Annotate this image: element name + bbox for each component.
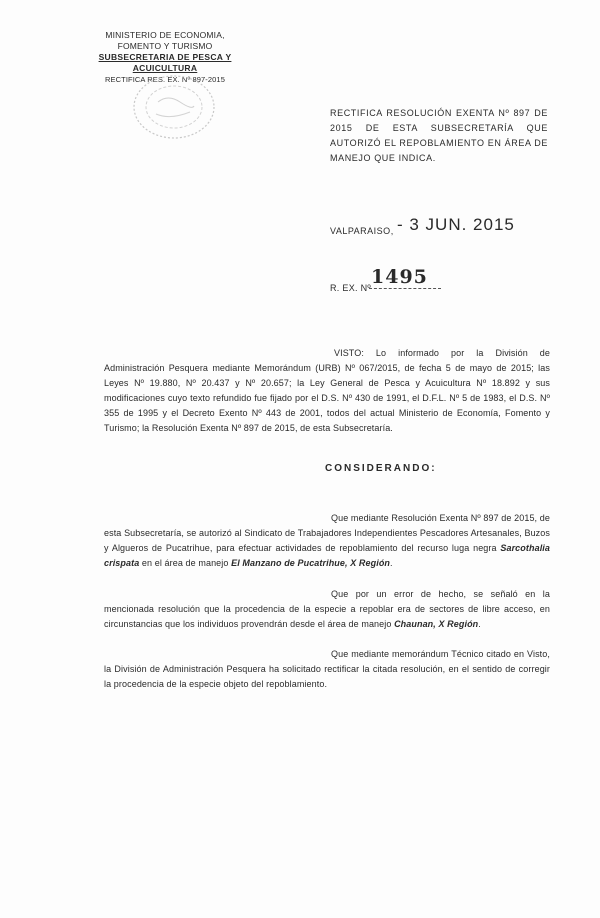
reference-line: RECTIFICA RES. EX. Nº 897-2015 [105,75,225,84]
considerando-paragraph-2 [104,587,550,632]
ministry-line-1: MINISTERIO DE ECONOMIA, [105,30,225,40]
species-name: Sarcothalia crispata [104,543,550,568]
city: VALPARAISO, [330,226,394,236]
considerando-heading: CONSIDERANDO: [325,463,437,474]
p2-text-a: Que por un error de hecho, se señaló en la mencionada resolución que la procedencia de la especie a repoblar era de sectores de libre acceso, en circunstancias que los individuos provendrán desde el área de manejo [104,589,550,629]
visto-paragraph: VISTO: Lo informado por la División de Administración Pesquera mediante Memorándum (URB) Nº 067/2015, de fecha 5 de mayo de 2015; las Leyes Nº 19.880, Nº 20.437 y Nº 20.657; la Ley General de Pesca y Acuicultura Nº 18.892 y sus modificaciones cuyo texto refundido fue fijado por el D.S. Nº 430 de 1991, el D.F.L. Nº 5 de 1983, el D.S. Nº 355 de 1995 y el Decreto Exento Nº 443 de 2001, todos del actual Ministerio de Economía, Fomento y Turismo; la Resolución Exenta Nº 897 de 2015, de esta Subsecretaría. [104,348,550,433]
resolution-title: RECTIFICA RESOLUCIÓN EXENTA Nº 897 DE 2015 DE ESTA SUBSECRETARÍA QUE AUTORIZÓ EL REPOBLAMIENTO EN ÁREA DE MANEJO QUE INDICA. [330,108,548,163]
date-stamp: - 3 JUN. 2015 [397,215,515,234]
official-seal-stamp-icon [128,72,220,142]
subsecretaria-name: SUBSECRETARIA DE PESCA Y ACUICULTURA [98,52,232,73]
resolution-number: 1495 [371,266,428,288]
ministry-line-2: FOMENTO Y TURISMO [117,41,213,51]
resolution-label: R. EX. Nº [330,283,371,293]
p1-text-a: Que mediante Resolución Exenta Nº 897 de 2015, de esta Subsecretaría, se autorizó al Sindicato de Trabajadores Independientes Pescadores Artesanales, Buzos y Algueros de Pucatrihue, para efectuar actividades de repoblamiento del recurso luga negra [104,513,550,553]
source-area-name: Chaunan, X Región [394,619,479,629]
p1-text-b: en el área de manejo [139,558,232,568]
resolution-number-line [369,288,441,289]
considerando-paragraph-3: Que mediante memorándum Técnico citado en Visto, la División de Administración Pesquera ha solicitado rectificar la citada resolución, en el sentido de corregir la procedencia de la especie objeto del repoblamiento. [104,649,550,689]
considerando-paragraph-1 [104,511,550,571]
p2-text-b: . [478,619,481,629]
p1-text-c: . [390,558,393,568]
management-area-name: El Manzano de Pucatrihue, X Región [231,558,391,568]
